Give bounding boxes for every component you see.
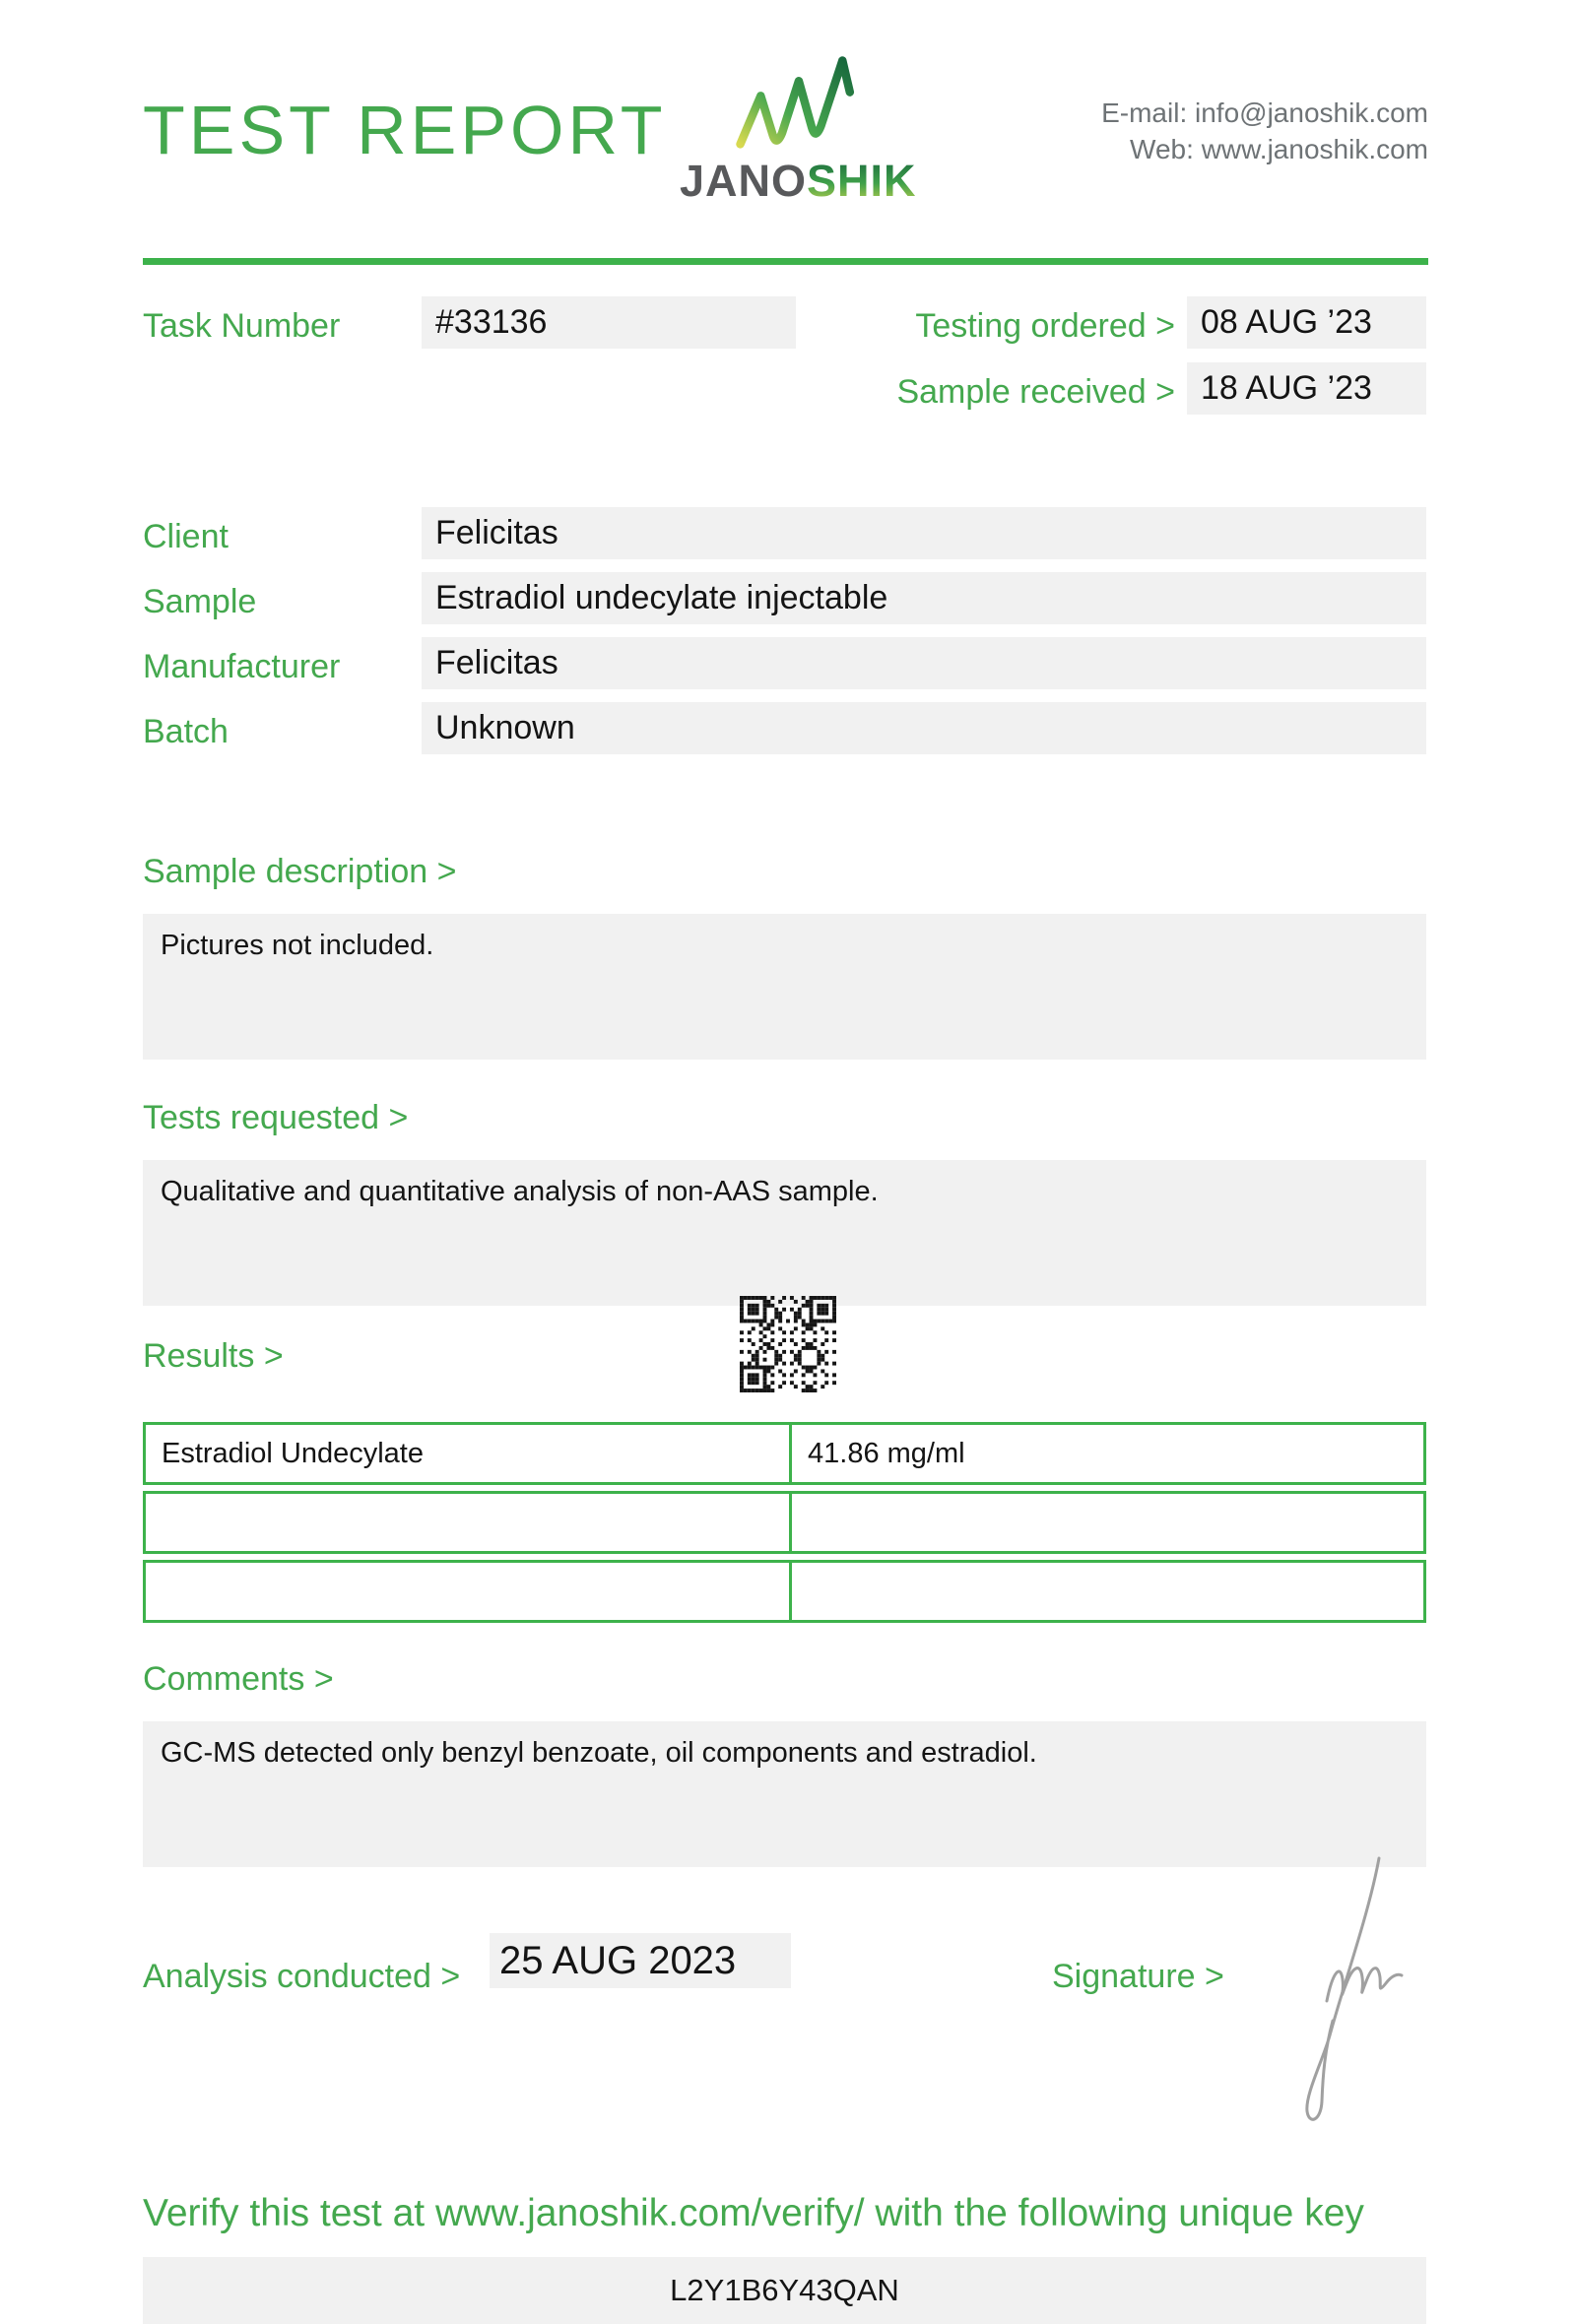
task-number-text: #33136 [435, 303, 548, 341]
result-value-cell [792, 1494, 1423, 1551]
result-value-cell [792, 1425, 1423, 1482]
result-substance-cell [146, 1563, 792, 1620]
growth-chart-icon [733, 49, 863, 154]
testing-ordered-value [1187, 296, 1426, 349]
janoshik-logo [680, 49, 916, 207]
sample-description-box [143, 914, 1426, 1060]
client-text: Felicitas [435, 514, 558, 551]
analysis-conducted-label: Analysis conducted > [143, 1958, 461, 1995]
testing-ordered-label: Testing ordered > [915, 307, 1175, 345]
task-number-label: Task Number [143, 307, 341, 345]
client-label: Client [143, 518, 229, 555]
client-value [422, 507, 1426, 559]
batch-label: Batch [143, 713, 229, 750]
result-value: 41.86 mg/ml [808, 1437, 965, 1469]
sample-value [422, 572, 1426, 624]
comments-text: GC-MS detected only benzyl benzoate, oil components and estradiol. [161, 1737, 1037, 1769]
batch-value [422, 702, 1426, 754]
comments-heading: Comments > [143, 1660, 334, 1698]
verify-text: Verify this test at www.janoshik.com/verify/ with the following unique key [143, 2192, 1364, 2234]
unique-key-box [143, 2257, 1426, 2324]
result-value-cell [792, 1563, 1423, 1620]
table-row [143, 1491, 1426, 1554]
header-divider [143, 258, 1428, 265]
email-label: E-mail: [1101, 97, 1188, 128]
logo-wordmark [680, 156, 916, 207]
tests-requested-heading: Tests requested > [143, 1099, 409, 1136]
unique-key-text: L2Y1B6Y43QAN [670, 2273, 899, 2307]
logo-jano: JANO [680, 156, 808, 206]
result-substance-cell [146, 1425, 792, 1482]
sample-description-heading: Sample description > [143, 853, 457, 890]
results-heading: Results > [143, 1337, 284, 1375]
table-row [143, 1560, 1426, 1623]
task-number-value [422, 296, 796, 349]
result-substance-cell [146, 1494, 792, 1551]
table-row [143, 1422, 1426, 1485]
results-table [143, 1422, 1426, 1629]
manufacturer-text: Felicitas [435, 644, 558, 681]
sample-received-value [1187, 362, 1426, 415]
comments-box [143, 1721, 1426, 1867]
sample-label: Sample [143, 583, 257, 620]
email-value: info@janoshik.com [1195, 97, 1428, 128]
web-value: www.janoshik.com [1201, 134, 1428, 164]
page-title: TEST REPORT [143, 92, 667, 168]
sample-received-text: 18 AUG ’23 [1201, 369, 1372, 407]
tests-requested-box [143, 1160, 1426, 1306]
handwritten-signature-icon [1276, 1853, 1404, 2129]
testing-ordered-text: 08 AUG ’23 [1201, 303, 1372, 341]
analysis-date-text: 25 AUG 2023 [499, 1938, 737, 1982]
web-line [1101, 131, 1428, 167]
sample-text: Estradiol undecylate injectable [435, 579, 888, 616]
analysis-date-value [490, 1933, 791, 1988]
tests-requested-text: Qualitative and quantitative analysis of non-AAS sample. [161, 1176, 879, 1207]
sample-received-label: Sample received > [896, 373, 1175, 411]
result-substance: Estradiol Undecylate [162, 1437, 424, 1469]
manufacturer-label: Manufacturer [143, 648, 341, 685]
qr-code-icon [740, 1296, 836, 1392]
manufacturer-value [422, 637, 1426, 689]
web-label: Web: [1130, 134, 1194, 164]
email-line [1101, 95, 1428, 131]
sample-description-text: Pictures not included. [161, 930, 434, 961]
batch-text: Unknown [435, 709, 575, 746]
signature-label: Signature > [1052, 1958, 1224, 1995]
logo-shik: SHIK [807, 156, 917, 206]
contact-info [1101, 95, 1428, 167]
